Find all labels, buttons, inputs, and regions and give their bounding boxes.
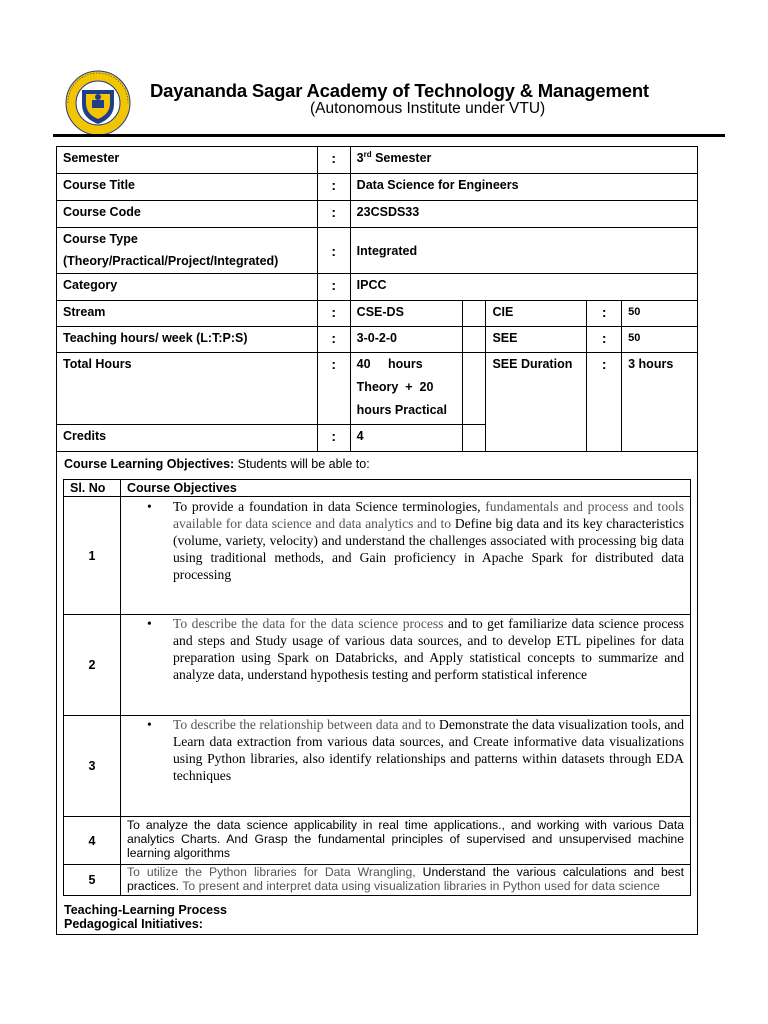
row-course-title bbox=[57, 174, 698, 201]
label-total-hours: Total Hours bbox=[57, 353, 318, 425]
header-rule bbox=[53, 134, 725, 137]
spacer-cell bbox=[462, 301, 486, 327]
label-see-duration: SEE Duration bbox=[486, 353, 587, 452]
colon: : bbox=[317, 174, 350, 201]
value-stream: CSE-DS bbox=[350, 301, 462, 327]
colon: : bbox=[317, 301, 350, 327]
objective-cell: • To describe the relationship between data and to Demonstrate the data visualization tools, and Learn data extraction from various data sources, and Create informative data visualizations using Python libraries, also identify relationships and patterns within datasets through EDA techniques bbox=[121, 716, 691, 817]
row-total-hours bbox=[57, 353, 698, 425]
row-number: 5 bbox=[64, 865, 121, 896]
col-slno: Sl. No bbox=[64, 480, 121, 497]
colon: : bbox=[317, 327, 350, 353]
colon: : bbox=[317, 274, 350, 301]
objective-cell: • To describe the data for the data science process and to get familiarize data science process and steps and Study usage of various data sources, and to develop ETL pipelines for data preparation using Spark on Databricks, and Apply statistical concepts to summarize and analyze data, understand hypothesis testing and perform statistical inference bbox=[121, 615, 691, 716]
label-stream: Stream bbox=[57, 301, 318, 327]
objective-cell: To utilize the Python libraries for Data Wrangling, Understand the various calculations and best practices. To present and interpret data using visualization libraries in Python used for data science bbox=[121, 865, 691, 896]
colon: : bbox=[587, 353, 622, 452]
row-semester bbox=[57, 147, 698, 174]
row-teaching-hours bbox=[57, 327, 698, 353]
row-category bbox=[57, 274, 698, 301]
course-info-table bbox=[56, 146, 698, 452]
colon: : bbox=[317, 147, 350, 174]
value-cie: 50 bbox=[622, 301, 698, 327]
label-semester: Semester bbox=[57, 147, 318, 174]
row-number: 1 bbox=[64, 497, 121, 615]
value-course-title: Data Science for Engineers bbox=[350, 174, 697, 201]
label-category: Category bbox=[57, 274, 318, 301]
colon: : bbox=[317, 228, 350, 274]
spacer-cell bbox=[462, 327, 486, 353]
institute-name: Dayananda Sagar Academy of Technology & Management bbox=[150, 80, 649, 101]
spacer-cell bbox=[462, 425, 486, 452]
value-see-duration: 3 hours bbox=[622, 353, 698, 452]
label-credits: Credits bbox=[57, 425, 318, 452]
teaching-learning-heading: Teaching-Learning Process Pedagogical Initiatives: bbox=[64, 903, 228, 931]
row-number: 3 bbox=[64, 716, 121, 817]
table-row bbox=[64, 615, 691, 716]
colon: : bbox=[317, 353, 350, 425]
value-total-hours: 40 hours Theory + 20 hours Practical bbox=[350, 353, 462, 425]
table-row bbox=[64, 497, 691, 615]
colon: : bbox=[317, 201, 350, 228]
row-number: 2 bbox=[64, 615, 121, 716]
label-see: SEE bbox=[486, 327, 587, 353]
label-course-type: Course Type (Theory/Practical/Project/Integrated) bbox=[57, 228, 318, 274]
value-semester: 3rd Semester bbox=[350, 147, 697, 174]
institute-subtitle: (Autonomous Institute under VTU) bbox=[310, 100, 546, 117]
table-row bbox=[64, 865, 691, 896]
label-course-title: Course Title bbox=[57, 174, 318, 201]
row-course-type bbox=[57, 228, 698, 274]
value-course-code: 23CSDS33 bbox=[350, 201, 697, 228]
objectives-table bbox=[63, 479, 691, 896]
objective-cell: To analyze the data science applicability in real time applications., and working with various Data analytics Charts. And Grasp the fundamental principles of supervised and unsupervised machine learning algorithms bbox=[121, 817, 691, 865]
value-credits: 4 bbox=[350, 425, 462, 452]
row-stream bbox=[57, 301, 698, 327]
objective-cell: • To provide a foundation in data Science terminologies, fundamentals and process and tools available for data science and data analytics and to Define big data and its key characteristics (volume, variety, velocity) and understand the challenges associated with processing big data using traditional methods, and Gain proficiency in Apache Spark for distributed data processing bbox=[121, 497, 691, 615]
row-course-code bbox=[57, 201, 698, 228]
value-course-type: Integrated bbox=[350, 228, 697, 274]
row-number: 4 bbox=[64, 817, 121, 865]
value-category: IPCC bbox=[350, 274, 697, 301]
objectives-header-row bbox=[64, 480, 691, 497]
label-course-code: Course Code bbox=[57, 201, 318, 228]
value-see: 50 bbox=[622, 327, 698, 353]
table-row bbox=[64, 716, 691, 817]
colon: : bbox=[587, 301, 622, 327]
label-cie: CIE bbox=[486, 301, 587, 327]
objectives-heading: Course Learning Objectives: Students will be able to: bbox=[64, 457, 370, 471]
colon: : bbox=[317, 425, 350, 452]
spacer-cell bbox=[462, 353, 486, 425]
institute-logo bbox=[62, 70, 134, 136]
objectives-section bbox=[56, 450, 698, 935]
colon: : bbox=[587, 327, 622, 353]
col-objectives: Course Objectives bbox=[121, 480, 691, 497]
value-teaching-hours: 3-0-2-0 bbox=[350, 327, 462, 353]
table-row bbox=[64, 817, 691, 865]
label-teaching-hours: Teaching hours/ week (L:T:P:S) bbox=[57, 327, 318, 353]
